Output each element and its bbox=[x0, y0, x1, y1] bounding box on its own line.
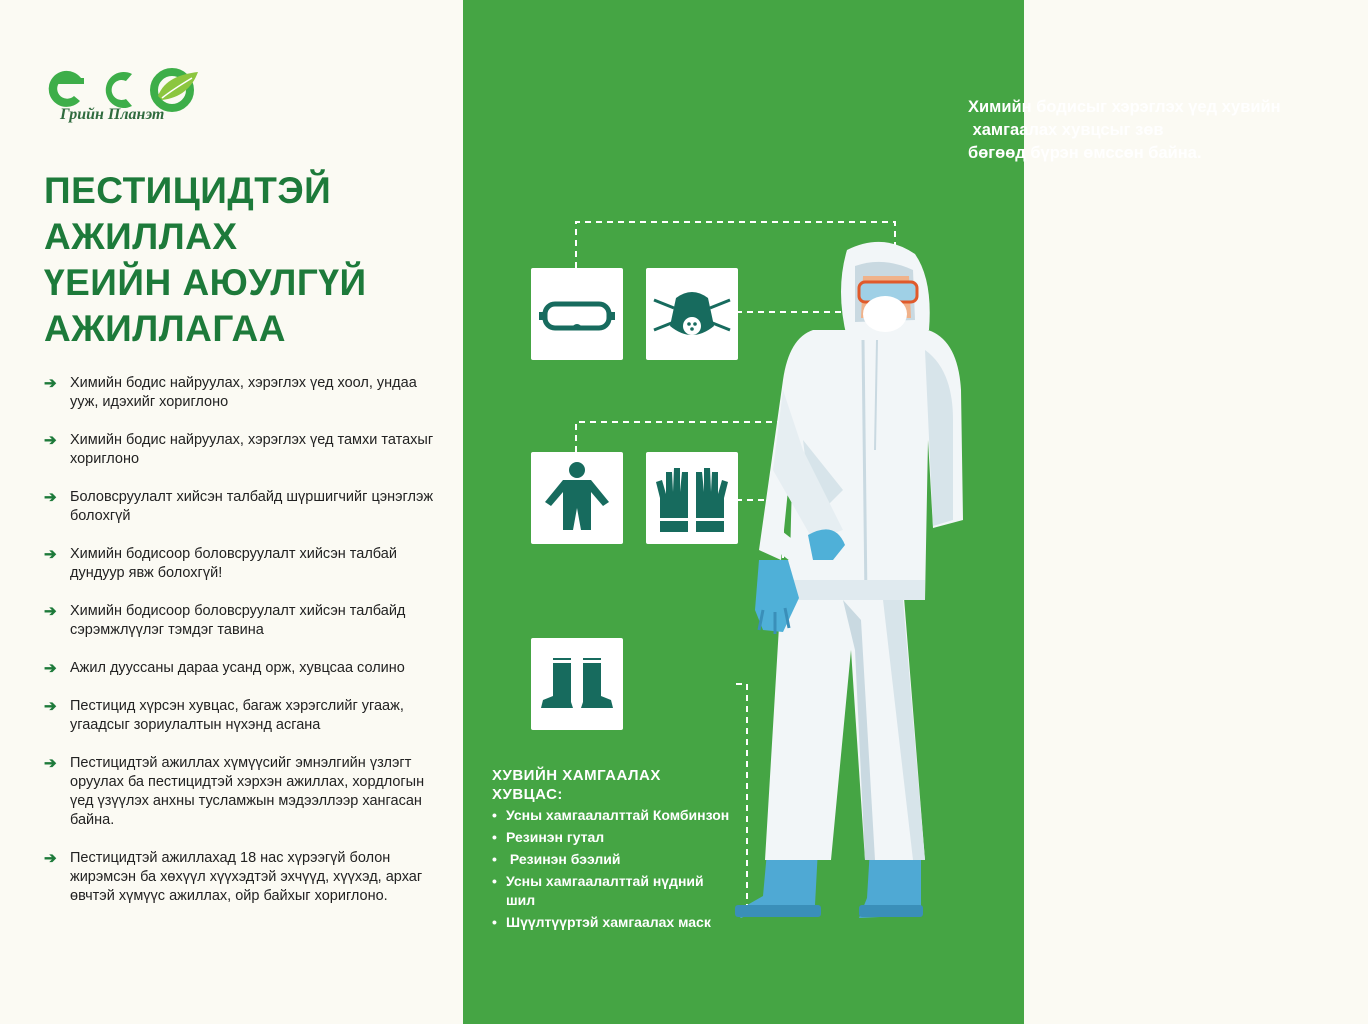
ppe-title-line: ХУВЦАС: bbox=[492, 786, 563, 803]
ppe-item bbox=[492, 828, 732, 847]
ppe-item bbox=[492, 913, 732, 932]
title-line: ҮЕИЙН АЮУЛГҮЙ bbox=[44, 262, 367, 303]
safety-rules-list bbox=[44, 374, 449, 925]
title-line: ПЕСТИЦИДТЭЙ bbox=[44, 170, 332, 211]
arrow-right-icon: ➔ bbox=[44, 546, 57, 563]
bullet-icon: • bbox=[492, 807, 497, 823]
page-title bbox=[44, 168, 444, 352]
rule-text: Боловсруулалт хийсэн талбайд шүршигчийг цэнэглэж болохгүй bbox=[70, 489, 434, 524]
left-panel bbox=[0, 0, 463, 1024]
ppe-item bbox=[492, 872, 732, 910]
rule-text: Химийн бодисоор боловсруулалт хийсэн талбайд сэрэмжлүүлэг тэмдэг тавина bbox=[70, 603, 406, 638]
arrow-right-icon: ➔ bbox=[44, 603, 57, 620]
bullet-icon: • bbox=[492, 914, 497, 930]
title-line: АЖИЛЛАХ bbox=[44, 216, 238, 257]
rule-text: Пестицидтэй ажиллахад 18 нас хүрээгүй болон жирэмсэн ба хөхүүл хүүхэдтэй эхчүүд, хүүхэд, архаг өвчтэй хүмүүс ажиллах, ойр байхыг хориглоно. bbox=[70, 850, 423, 904]
ppe-item-text: Резинэн гутал bbox=[506, 829, 605, 845]
title-line: АЖИЛЛАГАА bbox=[44, 308, 286, 349]
rule-item bbox=[44, 374, 449, 412]
arrow-right-icon: ➔ bbox=[44, 660, 57, 677]
bullet-icon: • bbox=[492, 873, 497, 889]
intro-line: хамгаалах хувцсыг зөв bbox=[968, 121, 1164, 139]
intro-text bbox=[968, 96, 1368, 165]
ppe-title-line: ХУВИЙН ХАМГААЛАХ bbox=[492, 767, 661, 784]
ppe-item-text: Резинэн бээлий bbox=[506, 851, 621, 867]
rule-text: Пестицид хүрсэн хувцас, багаж хэрэгслийг угааж, угаадсыг зориулалтын нүхэнд асгана bbox=[70, 698, 404, 733]
rule-text: Химийн бодис найруулах, хэрэглэх үед хоол, ундаа ууж, идэхийг хориглоно bbox=[70, 375, 417, 410]
gloves-card bbox=[646, 452, 738, 544]
bullet-icon: • bbox=[492, 829, 497, 845]
arrow-right-icon: ➔ bbox=[44, 489, 57, 506]
rule-item bbox=[44, 431, 449, 469]
logo-tagline: Грийн Планэт bbox=[60, 106, 165, 123]
coverall-card bbox=[531, 452, 623, 544]
ppe-item-text: Усны хамгаалалттай Комбинзон bbox=[506, 807, 730, 823]
intro-line: бөгөөд бүрэн өмссөн байна. bbox=[968, 144, 1202, 162]
rule-item bbox=[44, 754, 449, 830]
rubber-boots-icon bbox=[531, 638, 623, 730]
arrow-right-icon: ➔ bbox=[44, 698, 57, 715]
rule-item bbox=[44, 697, 449, 735]
goggles-card bbox=[531, 268, 623, 360]
rule-text: Химийн бодисоор боловсруулалт хийсэн талбай дундуур явж болохгүй! bbox=[70, 546, 397, 581]
intro-line: Химийн бодисыг хэрэглэх үед хувийн bbox=[968, 98, 1281, 116]
rule-item bbox=[44, 659, 449, 678]
arrow-right-icon: ➔ bbox=[44, 432, 57, 449]
rule-item bbox=[44, 602, 449, 640]
ppe-title bbox=[492, 766, 732, 804]
ppe-list bbox=[492, 806, 732, 935]
rule-item bbox=[44, 849, 449, 906]
ppe-item bbox=[492, 806, 732, 825]
rule-item bbox=[44, 545, 449, 583]
ppe-item bbox=[492, 850, 732, 869]
goggles-icon bbox=[531, 268, 623, 360]
rule-text: Ажил дууссаны дараа усанд орж, хувцсаа солино bbox=[70, 660, 405, 676]
rule-text: Химийн бодис найруулах, хэрэглэх үед тамхи татахыг хориглоно bbox=[70, 432, 434, 467]
respirator-mask-icon bbox=[646, 268, 738, 360]
arrow-right-icon: ➔ bbox=[44, 755, 57, 772]
ppe-item-text: Шүүлтүүртэй хамгаалах маск bbox=[506, 914, 711, 930]
bullet-icon: • bbox=[492, 851, 497, 867]
rule-item bbox=[44, 488, 449, 526]
coverall-suit-icon bbox=[531, 452, 623, 544]
arrow-right-icon: ➔ bbox=[44, 375, 57, 392]
ppe-item-text: Усны хамгаалалттай нүдний шил bbox=[506, 873, 704, 908]
arrow-right-icon: ➔ bbox=[44, 850, 57, 867]
respirator-card bbox=[646, 268, 738, 360]
rubber-gloves-icon bbox=[646, 452, 738, 544]
rule-text: Пестицидтэй ажиллах хүмүүсийг эмнэлгийн үзлэгт оруулах ба пестицидтэй хэрхэн ажиллах, хордлогын үед үзүүлэх анхны тусламжын мэдээллээр хангасан байна. bbox=[70, 755, 425, 828]
boots-card bbox=[531, 638, 623, 730]
